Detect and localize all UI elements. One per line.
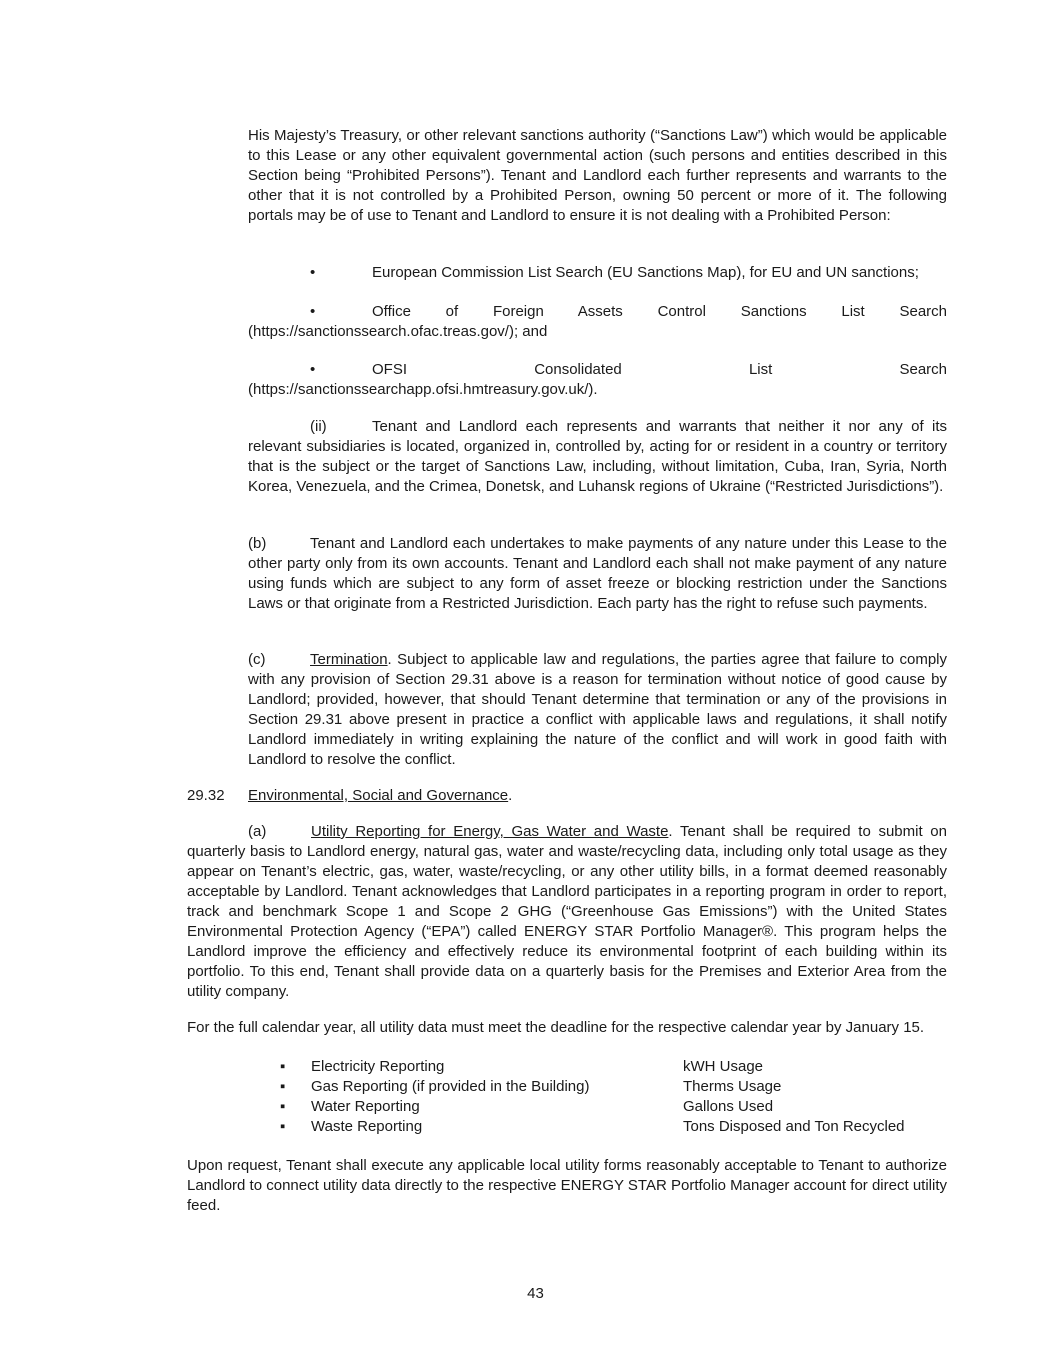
paragraph-c xyxy=(248,650,947,770)
paragraph-c-heading: Termination xyxy=(310,651,388,668)
deadline-paragraph: For the full calendar year, all utility data must meet the deadline for the respective calendar year by January 15. xyxy=(187,1019,925,1036)
section-number: 29.32 xyxy=(187,787,225,804)
portal-item-ofsi xyxy=(248,360,947,400)
bullet-glyph: ▪ xyxy=(280,1118,286,1135)
paragraph-ii xyxy=(248,417,947,497)
paragraph-ii-text: Tenant and Landlord each represents and warrants that neither it nor any of its relevant subsidiaries is located, organized in, controlled by, acting for or resident in a country or territory that is the subject or the target of Sanctions Law, including, without limitation, Cuba, Iran, Syria, North Korea, Venezuela, and the Crimea, Donetsk, and Luhansk regions of Ukraine (“Restricted Jurisdictions”). xyxy=(248,418,947,495)
reporting-list xyxy=(187,1057,947,1137)
reporting-measure: Gallons Used xyxy=(683,1098,774,1115)
reporting-row xyxy=(187,1077,947,1097)
intro-paragraph: His Majesty’s Treasury, or other relevant sanctions authority (“Sanctions Law”) which would be applicable to this Lease or any other equivalent governmental action (such persons and entities described in this Section being “Prohibited Persons”). Tenant and Landlord each further represents and warrants to the other that it is not controlled by a Prohibited Person, owning 50 percent or more of it. The following portals may be of use to Tenant and Landlord to ensure it is not dealing with a Prohibited Person: xyxy=(248,127,947,224)
reporting-item: Electricity Reporting xyxy=(311,1058,445,1075)
reporting-item: Gas Reporting (if provided in the Building) xyxy=(311,1078,590,1095)
portal-ofac-title: Office of Foreign Assets Control Sanctions List Search xyxy=(372,303,947,320)
section-heading xyxy=(187,786,947,806)
portal-ofsi-title: OFSI Consolidated List Search xyxy=(372,361,947,378)
paragraph-c-label: (c) xyxy=(248,651,266,668)
bullet-glyph: ▪ xyxy=(280,1058,286,1075)
paragraph-b-label: (b) xyxy=(248,535,267,552)
paragraph-a-text: . Tenant shall be required to submit on quarterly basis to Landlord energy, natural gas, water and waste/recycling data, including only total usage as they appear on Tenant’s electric, gas, water, waste/recycling, or any other utility bills, in a format deemed reasonably acceptable by Landlord. Tenant acknowledges that Landlord participates in a reporting program in order to report, track and benchmark Scope 1 and Scope 2 GHG (“Greenhouse Gas Emissions”) with the United States Environmental Protection Agency (“EPA”) called ENERGY STAR Portfolio Manager®. This program helps the Landlord improve the efficiency and effectively reduce its environmental footprint of each building within its portfolio. To this end, Tenant shall provide data on a quarterly basis for the Premises and Exterior Area from the utility company. xyxy=(187,823,947,1000)
bullet-glyph: • xyxy=(310,361,316,378)
paragraph-c-text: . Subject to applicable law and regulations, the parties agree that failure to comply with any provision of Section 29.31 above is a reason for termination without notice of good cause by Landlord; provided, however, that should Tenant determine that termination or any of the provisions in Section 29.31 above present in practice a conflict with applicable laws and regulations, it shall notify Landlord immediately in writing explaining the nature of the conflict and will work in good faith with Landlord to resolve the conflict. xyxy=(248,651,947,768)
bullet-glyph: ▪ xyxy=(280,1078,286,1095)
reporting-measure: kWH Usage xyxy=(683,1058,764,1075)
upon-request-paragraph: Upon request, Tenant shall execute any applicable local utility forms reasonably acceptable to Tenant to authorize Landlord to connect utility data directly to the respective ENERGY STAR Portfolio Manager account for direct utility feed. xyxy=(187,1157,947,1214)
page-number: 43 xyxy=(527,1285,544,1302)
paragraph-a xyxy=(187,822,947,1002)
paragraph-ii-label: (ii) xyxy=(310,418,327,435)
reporting-row xyxy=(187,1117,947,1137)
portal-item-eu xyxy=(248,263,947,283)
bullet-glyph: • xyxy=(310,303,316,320)
section-title: Environmental, Social and Governance xyxy=(248,787,509,804)
portal-ofac-url: (https://sanctionssearch.ofac.treas.gov/); and xyxy=(248,323,548,340)
reporting-measure: Tons Disposed and Ton Recycled xyxy=(683,1118,905,1135)
paragraph-a-heading: Utility Reporting for Energy, Gas Water and Waste xyxy=(311,823,669,840)
portal-ofsi-url: (https://sanctionssearchapp.ofsi.hmtreasury.gov.uk/). xyxy=(248,381,598,398)
reporting-row xyxy=(187,1057,947,1077)
section-title-period: . xyxy=(508,787,513,804)
portal-eu-text: European Commission List Search (EU Sanctions Map), for EU and UN sanctions; xyxy=(372,264,919,281)
paragraph-a-label: (a) xyxy=(248,823,267,840)
reporting-item: Water Reporting xyxy=(311,1098,420,1115)
bullet-glyph: ▪ xyxy=(280,1098,286,1115)
reporting-measure: Therms Usage xyxy=(683,1078,782,1095)
portal-item-ofac xyxy=(248,302,947,342)
reporting-item: Waste Reporting xyxy=(311,1118,423,1135)
bullet-glyph: • xyxy=(310,264,316,281)
paragraph-b xyxy=(248,534,947,614)
paragraph-b-text: Tenant and Landlord each undertakes to make payments of any nature under this Lease to the other party only from its own accounts. Tenant and Landlord each shall not make payment of any nature using funds which are subject to any form of asset freeze or blocking restriction under the Sanctions Laws or that originate from a Restricted Jurisdiction. Each party has the right to refuse such payments. xyxy=(248,535,947,612)
reporting-row xyxy=(187,1097,947,1117)
